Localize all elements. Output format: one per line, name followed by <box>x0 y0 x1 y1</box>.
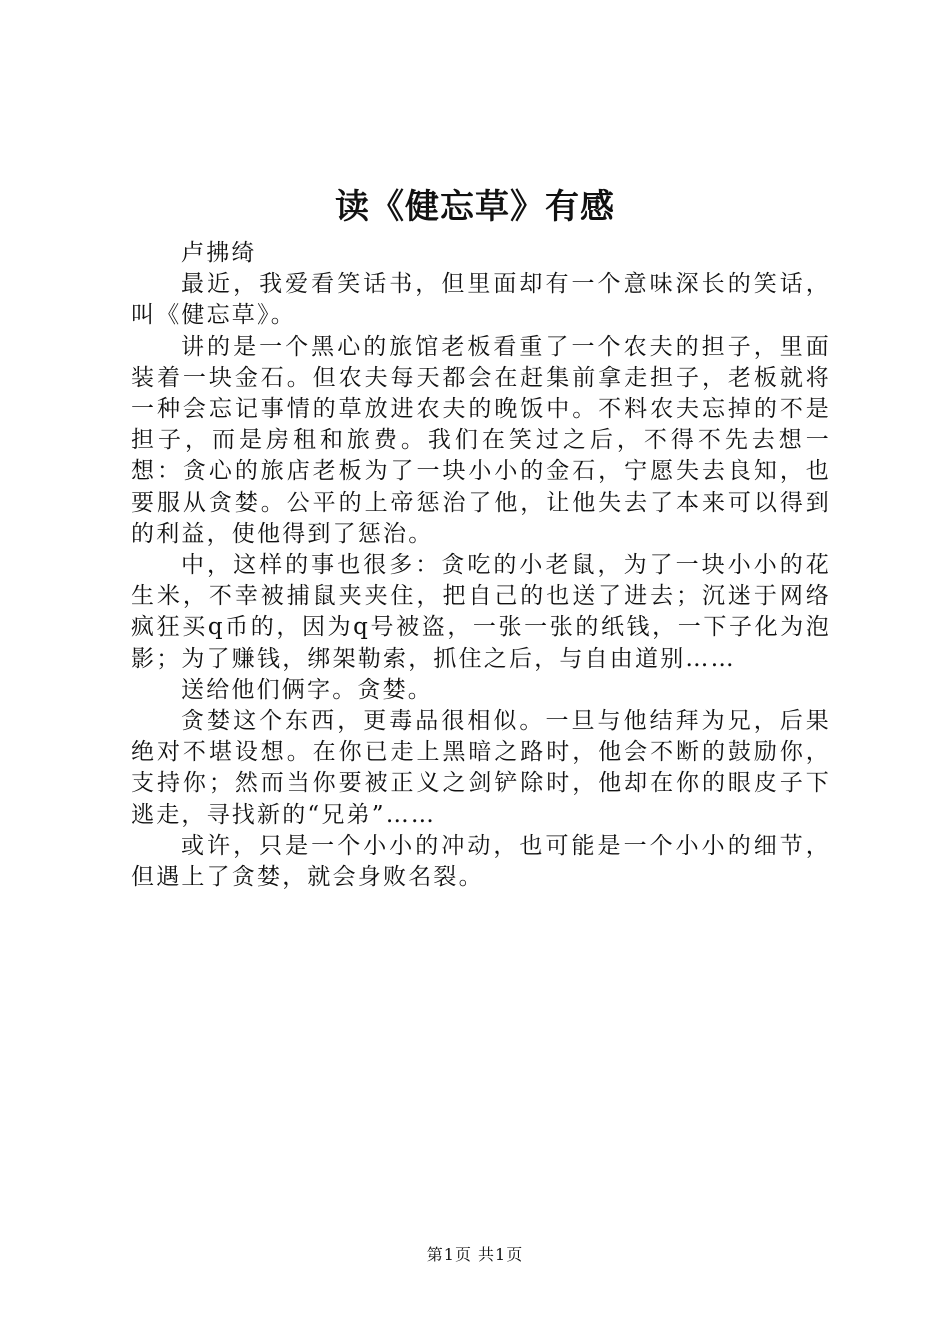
paragraph-1: 最近，我爱看笑话书，但里面却有一个意味深长的笑话，叫《健忘草》。 <box>131 271 831 329</box>
document-body <box>131 238 831 893</box>
page-number-footer: 第1页 共1页 <box>426 1245 524 1264</box>
paragraph-2: 讲的是一个黑心的旅馆老板看重了一个农夫的担子，里面装着一块金石。但农夫每天都会在赶集前拿走担子，老板就将一种会忘记事情的草放进农夫的晚饭中。不料农夫忘掉的不是担子，而是房租和旅费。我们在笑过之后，不得不先去想一想：贪心的旅店老板为了一块小小的金石，宁愿失去良知，也要服从贪婪。公平的上帝惩治了他，让他失去了本来可以得到的利益，使他得到了惩治。 <box>131 333 831 547</box>
author-name: 卢拂绮 <box>181 240 257 266</box>
paragraph-3: 中，这样的事也很多：贪吃的小老鼠，为了一块小小的花生米，不幸被捕鼠夹夹住，把自己的也送了进去；沉迷于网络疯狂买q币的，因为q号被盗，一张一张的纸钱，一下子化为泡影；为了赚钱，绑架勒索，抓住之后，与自由道别…… <box>131 552 831 672</box>
paragraph-4: 送给他们俩字。贪婪。 <box>181 676 433 703</box>
paragraph-6: 或许，只是一个小小的冲动，也可能是一个小小的细节，但遇上了贪婪，就会身败名裂。 <box>131 832 831 891</box>
document-title: 读《健忘草》有感 <box>335 187 615 227</box>
paragraph-5: 贪婪这个东西，更毒品很相似。一旦与他结拜为兄，后果绝对不堪设想。在你已走上黑暗之路时，他会不断的鼓励你，支持你；然而当你要被正义之剑铲除时，他却在你的眼皮子下逃走，寻找新的“兄弟”…… <box>131 708 831 828</box>
